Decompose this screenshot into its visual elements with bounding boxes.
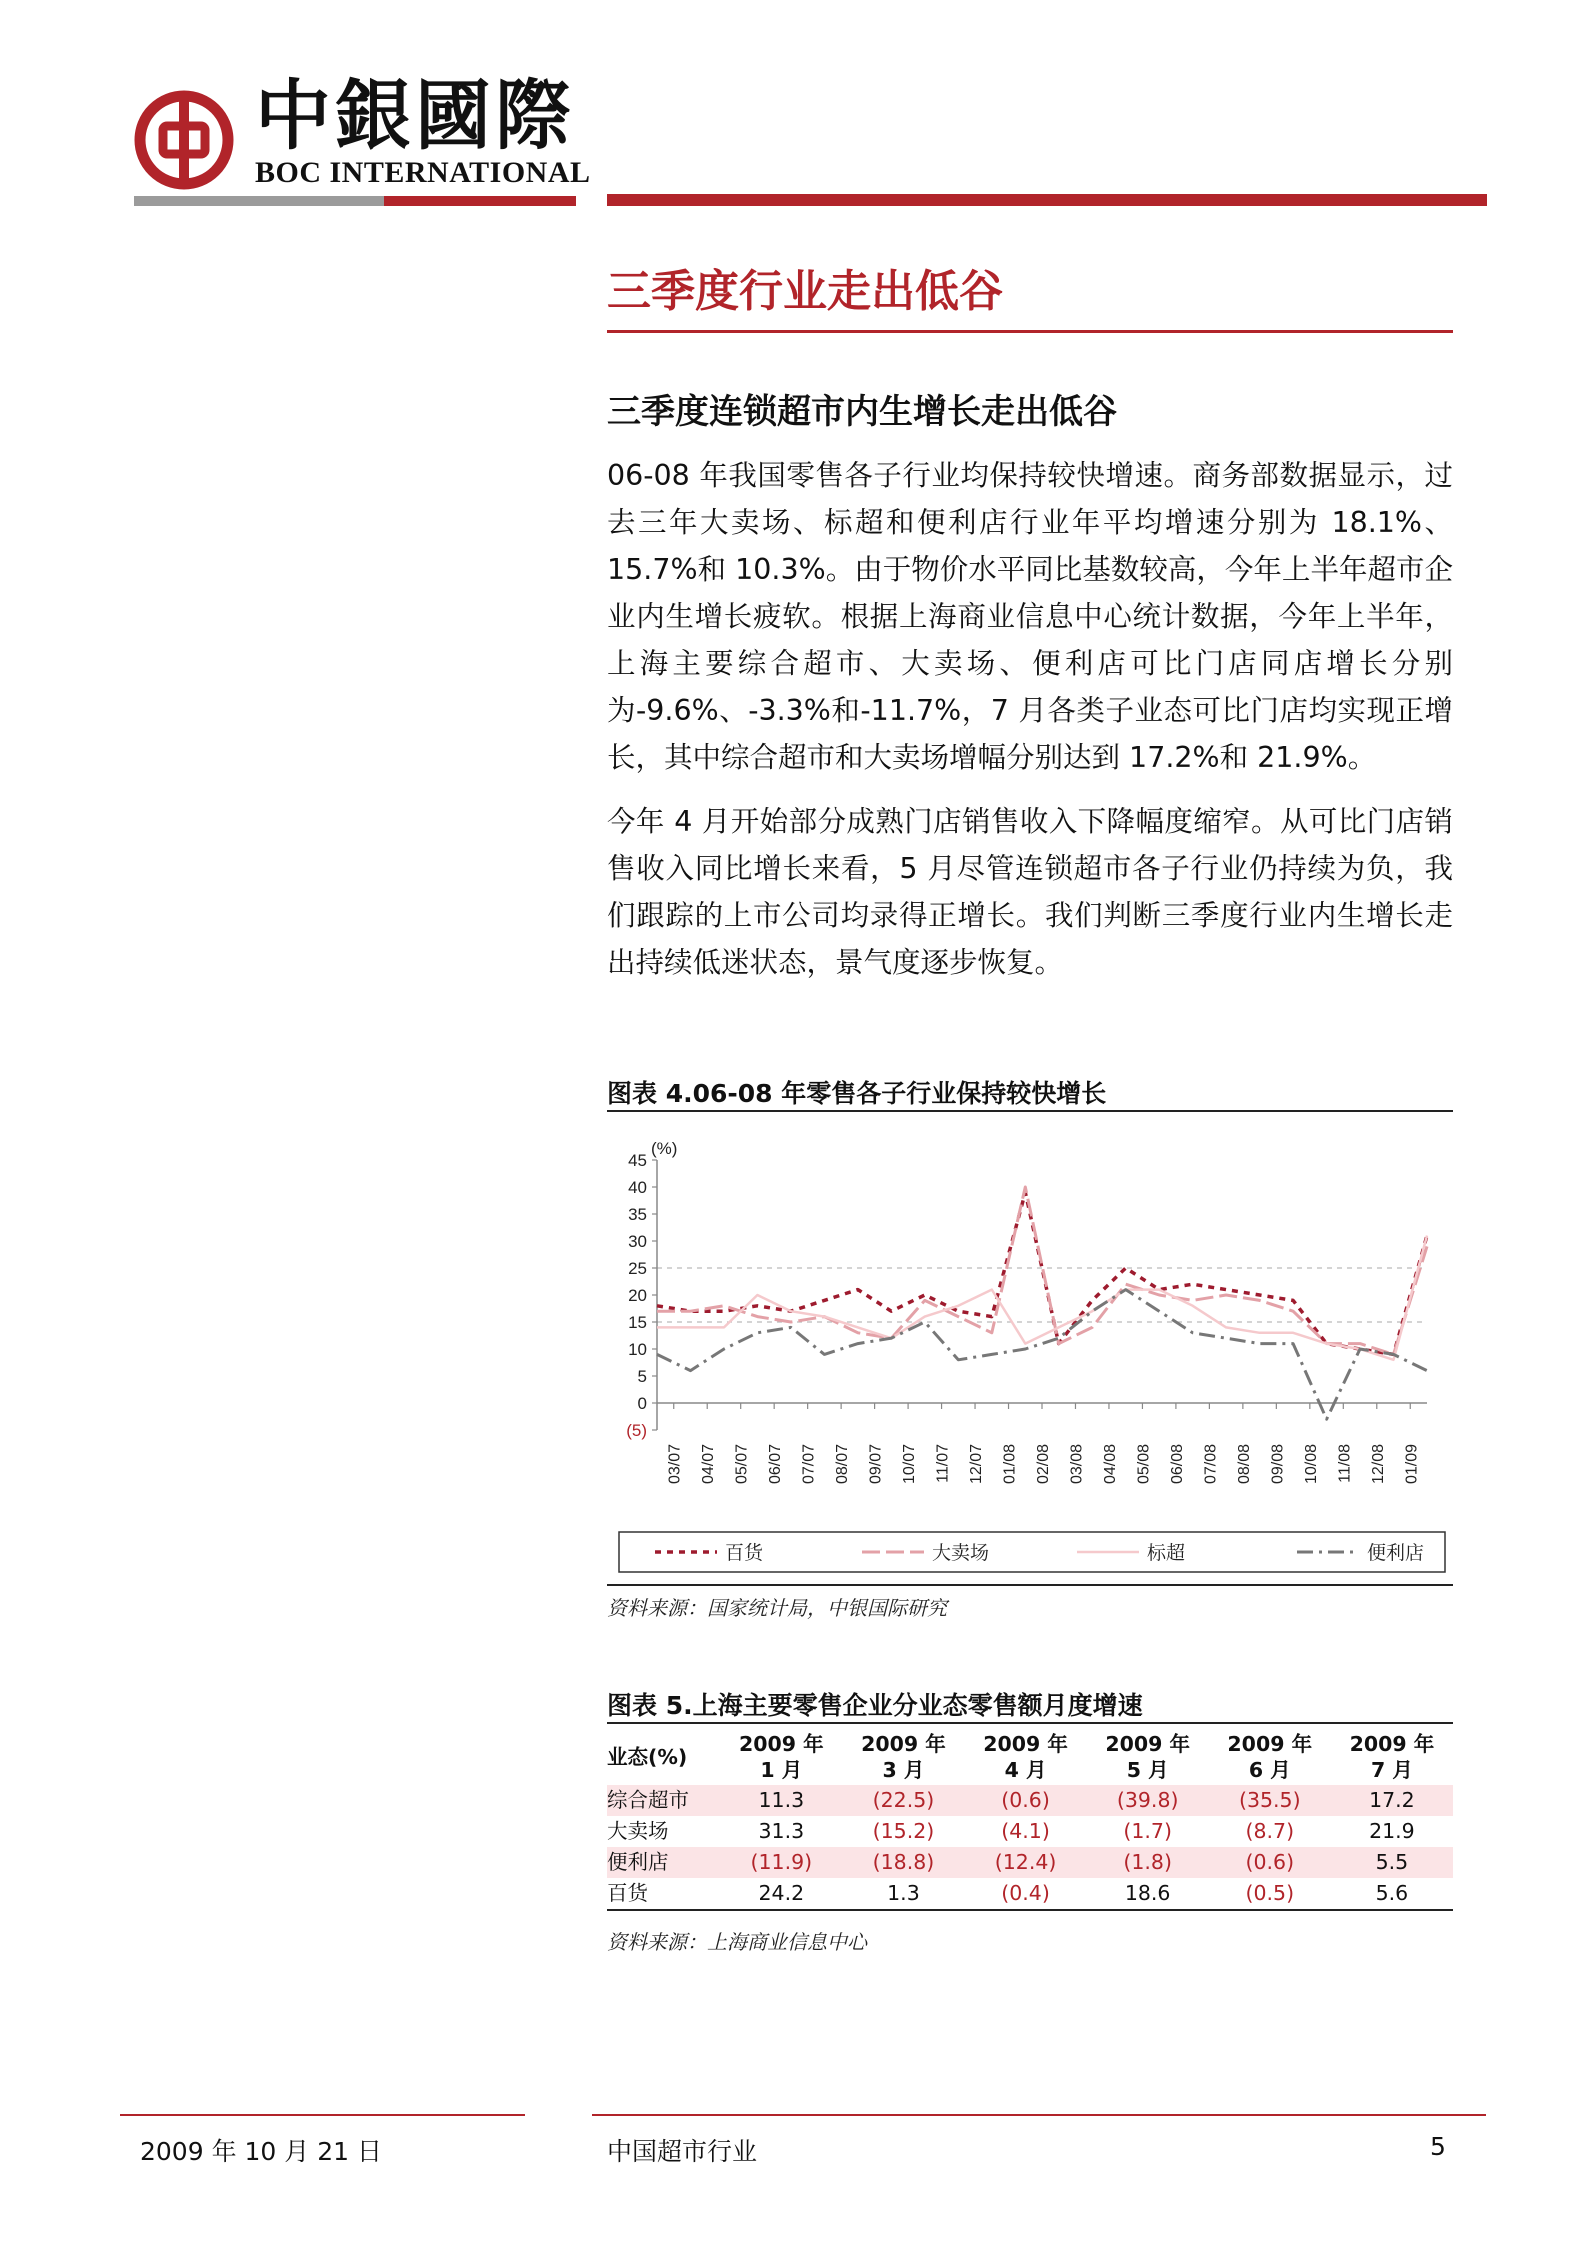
table-cell: (12.4) (965, 1847, 1087, 1878)
x-tick-label: 05/07 (733, 1444, 751, 1485)
figure4-bottom-rule (607, 1584, 1453, 1586)
table-cell: 11.3 (720, 1785, 842, 1816)
legend-label-1: 大卖场 (932, 1542, 990, 1564)
figure4-caption: 图表 4.06-08 年零售各子行业保持较快增长 (607, 1079, 1107, 1108)
footer-date: 2009 年 10 月 21 日 (140, 2137, 382, 2166)
table-cell: (0.5) (1209, 1878, 1331, 1910)
table-header: 2009 年 3 月 (861, 1732, 946, 1782)
table-cell: 21.9 (1369, 1819, 1415, 1843)
table-row (607, 1878, 1453, 1910)
table-cell: 31.3 (758, 1819, 805, 1843)
table-cell: 5.6 (1331, 1878, 1453, 1910)
row-label: 百货 (607, 1878, 720, 1910)
y-tick-label: (5) (626, 1421, 647, 1440)
table-cell: (11.9) (720, 1847, 842, 1878)
body-paragraph-2: 今年 4 月开始部分成熟门店销售收入下降幅度缩窄。从可比门店销售收入同比增长来看，5 月尽管连锁超市各子行业仍持续为负，我们跟踪的上市公司均录得正增长。我们判断三季度行业内生增长走出持续低迷状态，景气度逐步恢复。 (607, 805, 1453, 979)
legend-label-2: 标超 (1147, 1542, 1186, 1564)
table-cell: 5.5 (1331, 1847, 1453, 1878)
series-line-3 (657, 1290, 1427, 1420)
x-tick-label: 09/08 (1269, 1444, 1287, 1485)
y-tick-label: 0 (637, 1394, 647, 1413)
y-tick-label: 30 (628, 1232, 647, 1251)
x-tick-label: 10/07 (901, 1444, 919, 1485)
section-rule (607, 330, 1453, 333)
x-tick-label: 02/08 (1035, 1444, 1052, 1485)
table-header: 2009 年 5 月 (1105, 1732, 1191, 1782)
y-tick-label: 20 (628, 1286, 647, 1305)
row-label: 综合超市 (607, 1785, 720, 1816)
x-tick-label: 01/08 (1001, 1444, 1019, 1485)
retail-growth-table (607, 1727, 1453, 1911)
footer-rule-left (120, 2114, 525, 2116)
y-tick-label: 15 (628, 1313, 647, 1332)
table5-caption-rule (607, 1722, 1453, 1724)
table-cell: (18.8) (842, 1847, 964, 1878)
table-cell: (35.5) (1209, 1785, 1331, 1816)
legend-label-0: 百货 (725, 1542, 764, 1564)
y-axis-unit: (%) (651, 1139, 678, 1158)
table-row (607, 1785, 1453, 1816)
row-label: 大卖场 (607, 1819, 669, 1843)
x-tick-label: 10/08 (1302, 1444, 1320, 1485)
table-header: 2009 年 7 月 (1349, 1732, 1435, 1782)
table-cell: (4.1) (1001, 1819, 1050, 1843)
x-tick-label: 03/08 (1068, 1444, 1086, 1485)
table-cell: (15.2) (872, 1819, 935, 1843)
table-row (607, 1847, 1453, 1878)
x-tick-label: 12/07 (968, 1444, 986, 1485)
x-tick-label: 03/07 (666, 1444, 684, 1485)
x-tick-label: 01/09 (1403, 1444, 1421, 1485)
x-tick-label: 07/08 (1202, 1444, 1220, 1485)
table-header: 2009 年 6 月 (1227, 1732, 1313, 1782)
x-tick-label: 05/08 (1135, 1444, 1153, 1485)
footer-report-title: 中国超市行业 (607, 2137, 758, 2166)
logo-english-text: BOC INTERNATIONAL (255, 156, 591, 189)
y-tick-label: 40 (628, 1178, 647, 1197)
body-paragraph-1: 06-08 年我国零售各子行业均保持较快增速。商务部数据显示，过去三年大卖场、标超和便利店行业年平均增速分别为 18.1%、15.7%和 10.3%。由于物价水平同比基数较高，今年上半年超市企业内生增长疲软。根据上海商业信息中心统计数据，今年上半年，上海主要综合超市、大卖场、便利店可比门店同店增长分别为-9.6%、-3.3%和-11.7%，7 月各类子业态可比门店均实现正增长，其中综合超市和大卖场增幅分别达到 17.2%和 21.9%。 (607, 459, 1453, 774)
growth-line-chart (607, 1110, 1453, 1580)
chart-legend (619, 1532, 1445, 1572)
table-cell: (39.8) (1087, 1785, 1209, 1816)
logo-chinese-text: 中銀國際 (255, 71, 575, 160)
table5-source: 资料来源：上海商业信息中心 (607, 1930, 867, 1954)
table-header: 2009 年 1 月 (738, 1732, 824, 1782)
table-cell: (0.6) (965, 1785, 1087, 1816)
table-cell: (0.6) (1209, 1847, 1331, 1878)
logo-underline-red (384, 196, 576, 206)
table-cell: (1.7) (1123, 1819, 1172, 1843)
x-tick-label: 06/08 (1168, 1444, 1186, 1485)
table-cell: 1.3 (842, 1878, 964, 1910)
x-tick-label: 04/08 (1101, 1444, 1119, 1485)
y-tick-label: 35 (628, 1205, 647, 1224)
table-cell: 17.2 (1331, 1785, 1453, 1816)
subheading: 三季度连锁超市内生增长走出低谷 (607, 392, 1117, 432)
x-tick-label: 04/07 (700, 1444, 718, 1485)
table-row (607, 1816, 1453, 1847)
footer-rule-right (592, 2114, 1486, 2116)
figure4-source: 资料来源：国家统计局，中银国际研究 (607, 1596, 947, 1620)
footer-page-number: 5 (1430, 2132, 1446, 2161)
boc-logo-icon (134, 90, 234, 190)
legend-label-3: 便利店 (1367, 1542, 1425, 1564)
table-cell: 24.2 (720, 1878, 842, 1910)
header-red-bar (607, 194, 1487, 206)
table-header: 2009 年 4 月 (983, 1732, 1068, 1782)
x-tick-label: 09/07 (867, 1444, 885, 1485)
table-cell: 18.6 (1087, 1878, 1209, 1910)
x-tick-label: 07/07 (800, 1444, 818, 1485)
y-tick-label: 5 (637, 1367, 647, 1386)
logo-underline-gray (134, 196, 384, 206)
x-tick-label: 11/08 (1336, 1444, 1354, 1483)
y-tick-label: 10 (628, 1340, 647, 1359)
table-cell: (1.8) (1087, 1847, 1209, 1878)
y-tick-label: 25 (628, 1259, 647, 1278)
table-cell: (8.7) (1245, 1819, 1295, 1843)
x-tick-label: 06/07 (767, 1444, 785, 1485)
y-tick-label: 45 (628, 1151, 647, 1170)
series-line-2 (657, 1236, 1427, 1360)
x-tick-label: 12/08 (1369, 1444, 1387, 1485)
table5-caption: 图表 5.上海主要零售企业分业态零售额月度增速 (607, 1691, 1143, 1720)
table-header-row (607, 1727, 1453, 1785)
section-title: 三季度行业走出低谷 (607, 266, 1003, 317)
table-header: 业态(%) (607, 1745, 688, 1769)
chart-series (657, 1187, 1427, 1419)
row-label: 便利店 (607, 1847, 720, 1878)
table-cell: (22.5) (842, 1785, 964, 1816)
x-tick-label: 08/08 (1235, 1444, 1253, 1485)
x-tick-label: 11/07 (934, 1444, 952, 1483)
x-tick-label: 08/07 (834, 1444, 852, 1485)
table-cell: (0.4) (965, 1878, 1087, 1910)
